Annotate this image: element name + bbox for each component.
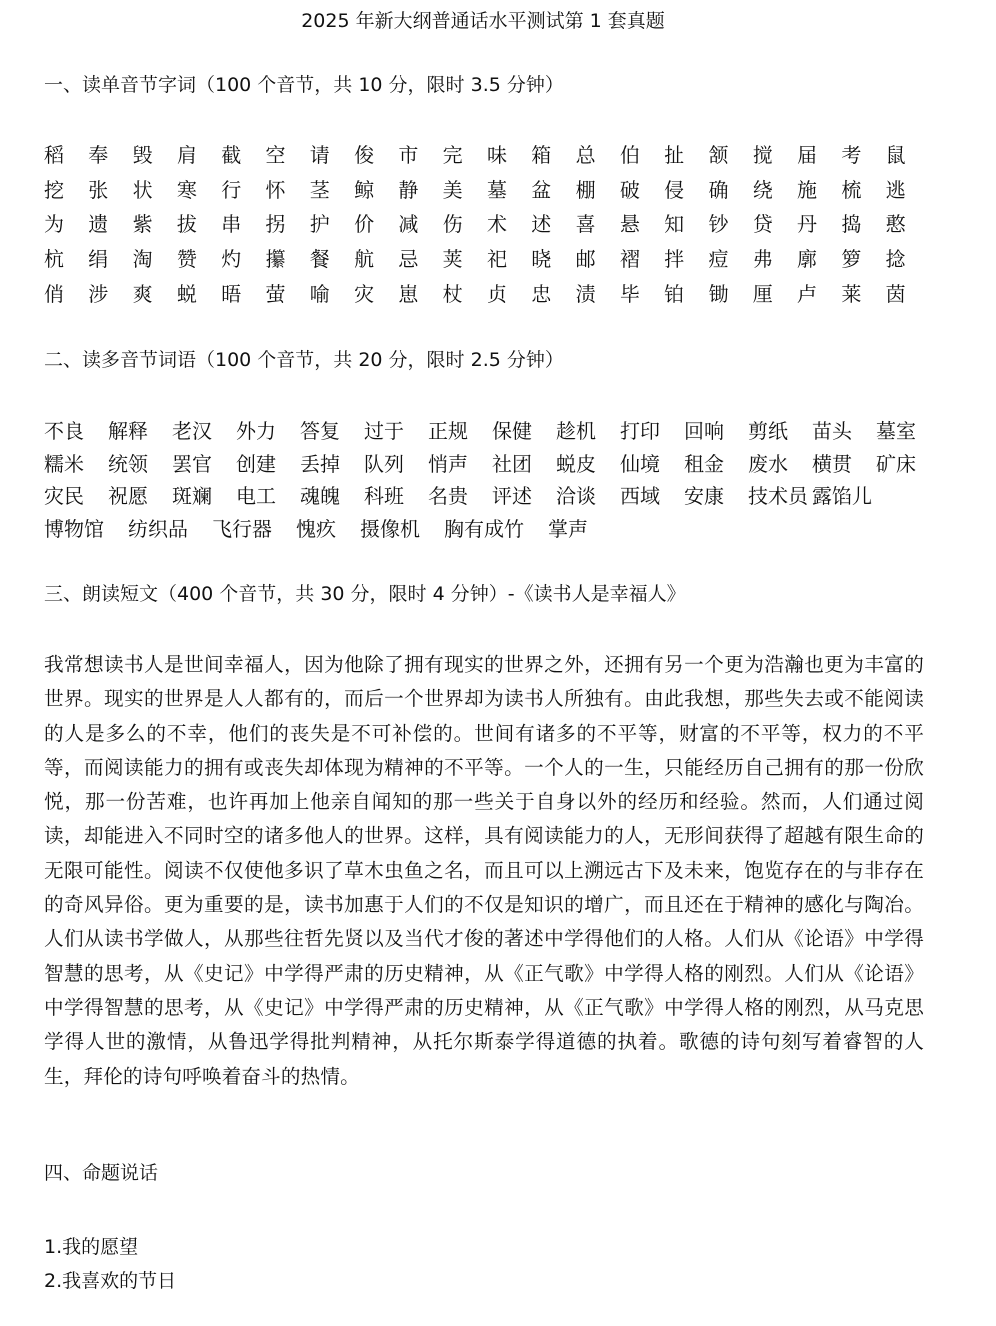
syllable-char: 铂 [664,281,685,306]
syllable-char: 减 [398,212,419,237]
syllable-word: 回响 [684,419,724,443]
document-title: 2025 年新大纲普通话水平测试第 1 套真题 [301,10,665,32]
topic-item: 2.我喜欢的节日 [44,1270,177,1292]
syllable-char: 味 [486,143,507,167]
reading-passage: 我常想读书人是世间幸福人，因为他除了拥有现实的世界之外，还拥有另一个更为浩瀚也更为丰富的世界。现实的世界是人人都有的，而后一个世界却为读书人所独有。由此我想，那些失去或不能阅读的人是多么的不幸，他们的丧失是不可补偿的。世间有诸多的不平等，财富的不平等，权力的不平等，而阅读能力的拥有或丧失却体现为精神的不平等。一个人的一生，只能经历自己拥有的那一份欣悦，那一份苦难，也许再加上他亲自闻知的那一些关于自身以外的经历和经验。然而，人们通过阅读，却能进入不同时空的诸多他人的世界。这样，具有阅读能力的人，无形间获得了超越有限生命的无限可能性。阅读不仅使他多识了草木虫鱼之名，而且可以上溯远古下及未来，饱览存在的与非存在的奇风异俗。更为重要的是，读书加惠于人们的不仅是知识的增广，而且还在于精神的感化与陶冶。人们从读书学做人，从那些往哲先贤以及当代才俊的著述中学得他们的人格。人们从《论语》中学得智慧的思考，从《史记》中学得严肃的历史精神，从《正气歌》中学得人格的刚烈。人们从《论语》中学得智慧的思考，从《史记》中学得严肃的历史精神，从《正气歌》中学得人格的刚烈，从马克思学得人世的激情，从鲁迅学得批判精神，从托尔斯泰学得道德的执着。歌德的诗句刻写着睿智的人生，拜伦的诗句呼唤着奋斗的热情。 [44,653,924,1088]
syllable-char: 喜 [575,212,596,237]
char-row [44,176,944,211]
syllable-char: 荚 [442,247,463,272]
syllable-word: 社团 [492,451,532,476]
syllable-word: 西域 [620,484,660,508]
section-2-heading: 二、读多音节词语（100 个音节，共 20 分，限时 2.5 分钟） [44,349,564,371]
syllable-char: 鲸 [354,177,375,202]
syllable-char: 伤 [442,212,463,237]
syllable-word: 打印 [620,419,660,443]
syllable-word: 外力 [236,419,276,443]
section-3-heading: 三、朗读短文（400 个音节，共 30 分，限时 4 分钟）-《读书人是幸福人》 [44,583,686,605]
syllable-char: 施 [797,177,818,202]
syllable-word: 横贯 [812,451,852,476]
syllable-char: 廓 [797,247,818,272]
syllable-char: 茵 [885,281,906,306]
syllable-word: 愧疚 [296,516,336,541]
syllable-char: 伯 [619,143,640,167]
syllable-char: 考 [841,143,862,167]
syllable-word: 墓室 [876,419,916,443]
syllable-char: 墓 [486,177,507,202]
syllable-char: 破 [619,177,640,202]
syllable-char: 肩 [176,143,197,167]
syllable-char: 淘 [132,247,153,272]
syllable-word: 评述 [492,484,532,508]
syllable-word: 丢掉 [300,451,340,476]
syllable-word: 安康 [684,484,724,508]
syllable-word: 趁机 [556,419,596,443]
syllable-char: 紫 [132,212,153,237]
syllable-char: 扯 [664,143,685,167]
syllable-char: 拔 [176,212,197,237]
multi-syllable-grid [44,417,944,547]
syllable-char: 梳 [841,177,862,202]
syllable-char: 痘 [708,247,729,272]
syllable-char: 赞 [176,247,197,272]
syllable-word: 科班 [364,484,404,508]
syllable-char: 渍 [575,281,596,306]
syllable-word: 正规 [428,419,468,443]
syllable-char: 挖 [44,177,64,202]
syllable-word: 魂魄 [300,484,340,508]
syllable-char: 美 [442,177,463,202]
syllable-char: 为 [44,212,64,237]
syllable-char: 行 [221,177,242,202]
syllable-char: 捣 [841,212,862,237]
syllable-char: 涉 [88,281,109,306]
syllable-char: 航 [354,247,375,272]
syllable-char: 捻 [885,247,906,272]
syllable-char: 祀 [486,247,507,272]
syllable-char: 钞 [708,212,729,237]
syllable-char: 崽 [398,281,419,306]
syllable-char: 蜕 [176,281,197,306]
syllable-char: 厘 [752,281,773,306]
char-row [44,141,944,176]
syllable-word: 创建 [236,451,276,476]
syllable-char: 搅 [752,143,773,167]
word-row [44,482,944,515]
syllable-char: 述 [531,212,552,237]
syllable-word: 保健 [492,419,532,443]
syllable-char: 空 [265,143,286,167]
syllable-char: 怀 [265,177,286,202]
syllable-char: 杭 [44,247,64,272]
word-row [44,515,944,548]
syllable-char: 忠 [531,281,552,306]
syllable-char: 串 [221,212,242,237]
syllable-char: 邮 [575,247,596,272]
syllable-char: 箱 [531,143,552,167]
syllable-word: 纺织品 [128,516,188,541]
syllable-char: 鼠 [885,143,906,167]
syllable-char: 颔 [708,143,729,167]
syllable-char: 术 [486,212,507,237]
syllable-word: 苗头 [812,419,852,443]
syllable-char: 喻 [309,281,330,306]
syllable-word: 摄像机 [360,516,420,541]
syllable-word: 飞行器 [212,516,272,541]
section-1-heading: 一、读单音节字词（100 个音节，共 10 分，限时 3.5 分钟） [44,74,564,96]
syllable-char: 憨 [885,212,906,237]
syllable-word: 解释 [108,419,148,443]
syllable-word: 糯米 [44,451,84,476]
syllable-char: 爽 [132,281,153,306]
syllable-char: 张 [88,177,109,202]
char-row [44,210,944,245]
syllable-char: 贷 [752,212,773,237]
syllable-char: 悬 [619,212,640,237]
syllable-char: 护 [309,212,330,237]
syllable-char: 贞 [486,281,507,306]
syllable-word: 祝愿 [108,484,148,508]
syllable-char: 确 [708,177,729,202]
syllable-char: 灾 [354,281,375,306]
syllable-char: 总 [575,143,596,167]
syllable-char: 逃 [885,177,906,202]
syllable-word: 悄声 [428,451,468,476]
syllable-char: 晓 [531,247,552,272]
syllable-word: 电工 [236,484,276,508]
syllable-char: 箩 [841,247,862,272]
syllable-char: 茎 [309,177,330,202]
syllable-char: 状 [132,177,153,202]
syllable-char: 褶 [619,247,640,272]
word-row [44,417,944,450]
syllable-word: 灾民 [44,484,84,508]
syllable-char: 寒 [176,177,197,202]
syllable-char: 奉 [88,143,109,167]
syllable-word: 矿床 [876,451,916,476]
syllable-word: 废水 [748,451,788,476]
syllable-char: 莱 [841,281,862,306]
syllable-char: 截 [221,143,242,167]
syllable-word: 斑斓 [172,484,212,508]
syllable-char: 丹 [797,212,818,237]
syllable-char: 届 [797,143,818,167]
syllable-char: 价 [354,212,375,237]
syllable-word: 过于 [364,419,404,443]
syllable-char: 棚 [575,177,596,202]
syllable-word: 剪纸 [748,419,788,443]
syllable-char: 知 [664,212,685,237]
syllable-char: 绢 [88,247,109,272]
syllable-char: 俊 [354,143,375,167]
syllable-char: 遗 [88,212,109,237]
syllable-char: 拐 [265,212,286,237]
syllable-char: 萤 [265,281,286,306]
syllable-word: 胸有成竹 [444,516,524,541]
syllable-char: 攥 [265,247,286,272]
syllable-char: 绕 [752,177,773,202]
syllable-word: 队列 [364,451,404,476]
char-row [44,245,944,280]
syllable-char: 请 [309,143,330,167]
syllable-char: 锄 [708,281,729,306]
syllable-char: 弗 [752,247,773,272]
topic-list [44,1230,176,1298]
topic-item: 1.我的愿望 [44,1236,139,1258]
syllable-char: 毕 [619,281,640,306]
syllable-char: 完 [442,143,463,167]
char-row [44,280,944,315]
syllable-word: 仙境 [620,451,660,476]
syllable-char: 市 [398,143,419,167]
single-syllable-grid [44,141,944,314]
syllable-word: 掌声 [548,516,588,541]
syllable-word: 蜕皮 [556,451,596,476]
syllable-char: 毁 [132,143,153,167]
syllable-char: 忌 [398,247,419,272]
syllable-char: 静 [398,177,419,202]
syllable-word: 洽谈 [556,484,596,508]
syllable-char: 卢 [797,281,818,306]
syllable-char: 杖 [442,281,463,306]
section-4-heading: 四、命题说话 [44,1162,159,1184]
syllable-char: 餐 [309,247,330,272]
word-row [44,450,944,483]
syllable-word: 老汉 [172,419,212,443]
syllable-word: 技术员 [748,484,808,508]
syllable-char: 灼 [221,247,242,272]
syllable-char: 晤 [221,281,242,306]
syllable-word: 答复 [300,419,340,443]
syllable-char: 拌 [664,247,685,272]
syllable-word: 罢官 [172,451,212,476]
syllable-word: 露馅儿 [812,484,872,508]
syllable-word: 租金 [684,451,724,476]
syllable-char: 俏 [44,281,64,306]
syllable-char: 盆 [531,177,552,202]
syllable-char: 侵 [664,177,685,202]
syllable-word: 不良 [44,419,84,443]
syllable-word: 博物馆 [44,516,104,541]
syllable-word: 名贵 [428,484,468,508]
syllable-char: 稻 [44,143,64,167]
syllable-word: 统领 [108,451,148,476]
